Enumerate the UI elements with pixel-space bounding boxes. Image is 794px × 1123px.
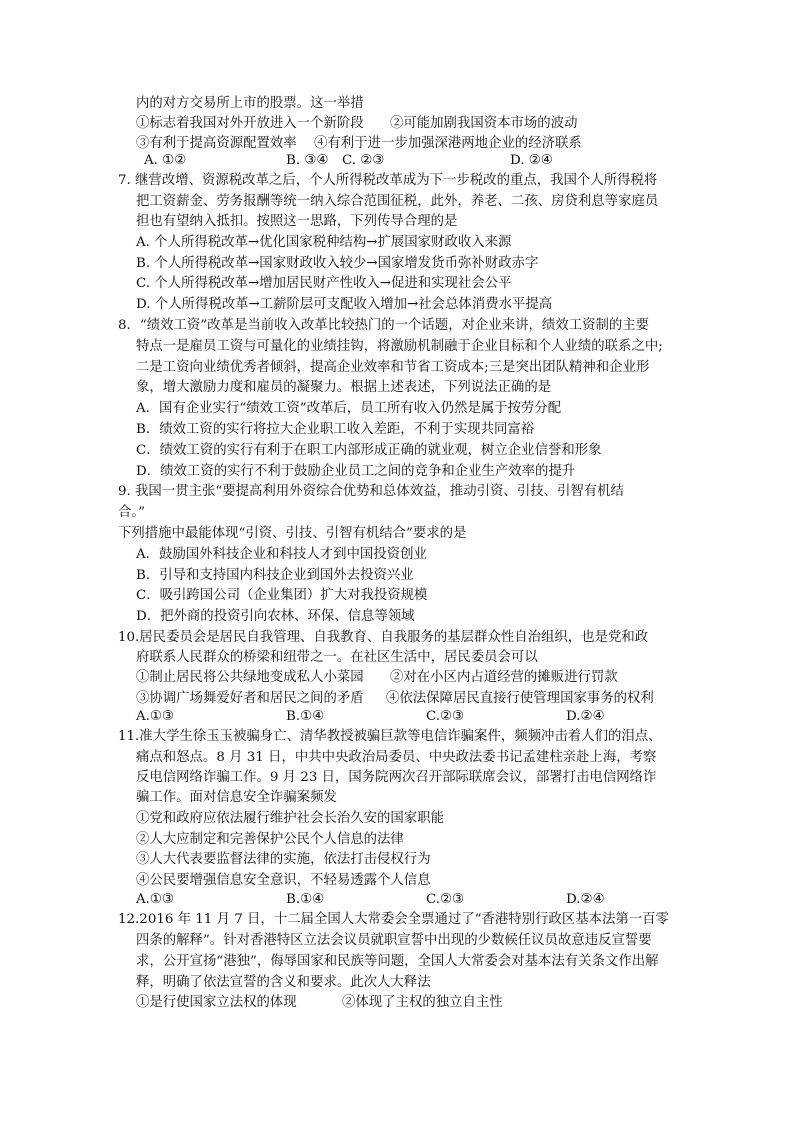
q12-stem-line-4: 释，明确了依法宣誓的含义和要求。此次人大释法 (136, 975, 431, 990)
q11-option-d: D.②④ (566, 892, 605, 907)
q9-stem-line-3: 下列措施中最能体现“引资、引技、引智有机结合”要求的是 (118, 526, 467, 541)
q9-stem-line-2: 合。” (118, 505, 145, 520)
q8-option-d: D．绩效工资的实行不利于鼓励企业员工之间的竞争和企业生产效率的提升 (136, 464, 576, 479)
q7-option-c: C. 个人所得税改革→增加居民财产性收入→促进和实现社会公平 (136, 276, 512, 291)
q10-option-c: C.②③ (426, 709, 465, 724)
q7-stem-line-2: 把工资薪金、劳务报酬等统一纳入综合范围征税，此外，养老、二孩、房贷利息等家庭员 (136, 194, 659, 209)
q12-stem-line-3: 求，公开宣扬“港独”，侮辱国家和民族等问题，全国人大常委会对基本法有关条文作出解 (136, 954, 659, 969)
q10-stem-line-1: 10.居民委员会是居民自我管理、自我教育、自我服务的基层群众性自治组织，也是党和政 (118, 630, 649, 645)
q8-option-a: A．国有企业实行“绩效工资”改革后，员工所有收入仍然是属于按劳分配 (136, 401, 562, 416)
q12-stem-line-2: 四条的解释”。针对香港特区立法会议员就职宣誓中出现的少数候任议员故意违反宣誓要 (136, 933, 652, 948)
q11-option-a: A.①③ (136, 892, 174, 907)
q8-stem-line-1: 8．“绩效工资”改革是当前收入改革比较热门的一个话题，对企业来讲，绩效工资制的主要 (118, 318, 650, 333)
q7-option-a: A. 个人所得税改革→优化国家税种结构→扩展国家财政收入来源 (136, 235, 512, 250)
q8-stem-line-3: 二是工资向业绩优秀者倾斜，提高企业效率和节省工资成本;三是突出团队精神和企业形 (136, 360, 650, 375)
q11-stem-line-3: 反电信网络诈骗工作。9 月 23 日，国务院两次召开部际联席会议，部署打击电信网络诈 (136, 770, 657, 785)
q11-options (136, 890, 626, 910)
q8-stem-line-4: 象，增大激励力度和雇员的凝聚力。根据上述表述，下列说法正确的是 (136, 380, 552, 395)
q11-statement-2: ②人大应制定和完善保护公民个人信息的法律 (136, 832, 404, 847)
q8-option-c: C．绩效工资的实行有利于在职工内部形成正确的就业观，树立企业信誉和形象 (136, 443, 602, 458)
q6-option-b: B. ③④ (286, 153, 329, 168)
q9-option-c: C．吸引跨国公司（企业集团）扩大对我投资规模 (136, 588, 428, 603)
q6-stem-end: 内的对方交易所上市的股票。这一举措 (136, 96, 364, 111)
q11-statement-4: ④公民要增强信息安全意识，不轻易透露个人信息 (136, 873, 431, 888)
q8-stem-line-2: 特点一是雇员工资与可量化的业绩挂钩，将激励机制融于企业目标和个人业绩的联系之中; (136, 339, 663, 354)
q6-option-d: D. ②④ (510, 153, 553, 168)
q9-option-b: B．引导和支持国内科技企业到国外去投资兴业 (136, 568, 414, 583)
q6-statement-2: ②可能加剧我国资本市场的波动 (390, 116, 578, 131)
q8-option-b: B．绩效工资的实行将拉大企业职工收入差距，不利于实现共同富裕 (136, 422, 535, 437)
q7-option-d: D. 个人所得税改革→工薪阶层可支配收入增加→社会总体消费水平提高 (136, 297, 553, 312)
q6-statement-4: ④有利于进一步加强深港两地企业的经济联系 (314, 136, 582, 151)
q6-statement-3: ③有利于提高资源配置效率 (136, 136, 297, 151)
q10-statement-1: ①制止居民将公共绿地变成私人小菜园 (136, 670, 364, 685)
q10-option-b: B.①④ (286, 709, 325, 724)
q11-stem-line-2: 痛点和怒点。8 月 31 日，中共中央政治局委员、中央政法委书记孟建柱亲赴上海，考察 (136, 750, 657, 765)
q9-stem-line-1: 9. 我国一贯主张“要提高利用外资综合优势和总体效益，推动引资、引技、引智有机结 (118, 484, 624, 499)
q7-stem-line-1: 7. 继营改增、资源税改革之后，个人所得税改革成为下一步税改的重点，我国个人所得税将 (118, 173, 658, 188)
q12-statement-2: ②体现了主权的独立自主性 (342, 995, 503, 1010)
q9-option-d: D．把外商的投资引向农林、环保、信息等领域 (136, 609, 415, 624)
q10-statement-2: ②对在小区内占道经营的摊贩进行罚款 (390, 670, 618, 685)
q10-options (136, 707, 626, 727)
q10-statement-3: ③协调广场舞爱好者和居民之间的矛盾 (136, 691, 364, 706)
q11-option-c: C.②③ (426, 892, 465, 907)
q6-statement-1: ①标志着我国对外开放进入一个新阶段 (136, 116, 364, 131)
q11-stem-line-1: 11.准大学生徐玉玉被骗身亡、清华教授被骗巨款等电信诈骗案件，频频冲击着人们的泪点、 (118, 729, 662, 744)
q10-option-a: A.①③ (136, 709, 174, 724)
q7-stem-line-3: 担也有望纳入抵扣。按照这一思路，下列传导合理的是 (136, 214, 458, 229)
q11-statement-3: ③人大代表要监督法律的实施，依法打击侵权行为 (136, 852, 431, 867)
q6-option-a: A. ①② (144, 153, 187, 168)
q11-statement-1: ①党和政府应依法履行维护社会长治久安的国家职能 (136, 811, 444, 826)
q6-options (144, 151, 564, 171)
q10-statement-4: ④依法保障居民直接行使管理国家事务的权利 (386, 691, 654, 706)
q6-option-c: C. ②③ (342, 153, 385, 168)
q10-option-d: D.②④ (566, 709, 605, 724)
q11-option-b: B.①④ (286, 892, 325, 907)
q7-option-b: B. 个人所得税改革→国家财政收入较少→国家增发货币弥补财政赤字 (136, 256, 539, 271)
q12-stem-line-1: 12.2016 年 11 月 7 日，十二届全国人大常委会全票通过了“香港特别行政区基本法第一百零 (118, 912, 669, 927)
q11-stem-line-4: 骗工作。面对信息安全诈骗案频发 (136, 790, 337, 805)
q9-option-a: A．鼓励国外科技企业和科技人才到中国投资创业 (136, 547, 427, 562)
q12-statement-1: ①是行使国家立法权的体现 (136, 995, 297, 1010)
q10-stem-line-2: 府联系人民群众的桥梁和纽带之一。在社区生活中，居民委员会可以 (136, 650, 538, 665)
